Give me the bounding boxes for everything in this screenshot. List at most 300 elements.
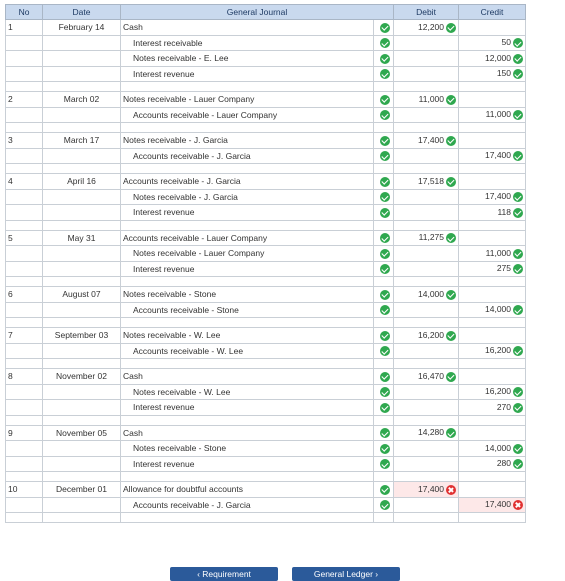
account-cell[interactable] [121,35,374,51]
credit-amount: 14,000 [485,442,512,453]
account-cell[interactable] [121,425,374,441]
account-name: Accounts receivable - Stone [133,304,239,315]
entry-number [6,400,43,416]
check-circle-icon [513,208,523,218]
debit-amount: 17,400 [418,134,445,145]
entry-number: 5 [6,230,43,246]
account-status [374,441,394,457]
journal-row [6,66,526,82]
debit-amount: 16,200 [418,329,445,340]
debit-cell[interactable] [394,189,459,205]
account-name: Accounts receivable - Lauer Company [133,109,278,120]
entry-date[interactable] [43,441,121,457]
account-name: Notes receivable - E. Lee [133,53,229,64]
account-cell[interactable] [121,497,374,513]
entry-number: 6 [6,287,43,303]
check-circle-icon [380,331,390,341]
check-circle-icon [380,459,390,469]
credit-amount: 275 [496,263,512,274]
credit-amount: 280 [496,458,512,469]
check-circle-icon [446,290,456,300]
spacer-row [6,220,526,230]
journal-row [6,441,526,457]
journal-row [6,35,526,51]
journal-row [6,148,526,164]
check-circle-icon [380,387,390,397]
entry-number [6,441,43,457]
account-name: Interest revenue [133,207,195,218]
credit-cell[interactable] [459,51,526,67]
account-name: Interest revenue [133,68,195,79]
journal-row [6,92,526,108]
check-circle-icon [380,444,390,454]
account-cell[interactable] [121,107,374,123]
credit-cell[interactable] [459,261,526,277]
entry-date[interactable]: April 16 [43,174,121,190]
entry-date[interactable]: September 03 [43,328,121,344]
account-cell[interactable] [121,133,374,149]
journal-row [6,287,526,303]
account-cell[interactable] [121,66,374,82]
account-name: Notes receivable - W. Lee [133,386,231,397]
check-circle-icon [380,264,390,274]
debit-cell[interactable] [394,261,459,277]
check-circle-icon [380,192,390,202]
check-circle-icon [380,249,390,259]
account-status [374,174,394,190]
account-cell[interactable] [121,51,374,67]
account-cell[interactable] [121,230,374,246]
entry-date[interactable]: December 01 [43,482,121,498]
entry-date[interactable] [43,497,121,513]
credit-cell[interactable] [459,343,526,359]
account-status [374,384,394,400]
credit-amount: 16,200 [485,345,512,356]
header-general-journal: General Journal [121,5,394,20]
account-name: Allowance for doubtful accounts [123,484,244,495]
account-name: Notes receivable - Lauer Company [133,248,265,259]
check-circle-icon [380,95,390,105]
journal-row [6,369,526,385]
account-name: Interest revenue [133,263,195,274]
journal-row [6,328,526,344]
account-cell[interactable] [121,302,374,318]
account-name: Notes receivable - Stone [133,443,227,454]
spacer-row [6,359,526,369]
credit-cell[interactable] [459,400,526,416]
check-circle-icon [446,428,456,438]
entry-number [6,302,43,318]
account-status [374,66,394,82]
journal-row [6,133,526,149]
credit-cell[interactable] [459,369,526,385]
entry-number: 8 [6,369,43,385]
check-circle-icon [380,23,390,33]
account-name: Interest revenue [133,458,195,469]
credit-cell[interactable] [459,107,526,123]
account-cell[interactable] [121,400,374,416]
check-circle-icon [513,69,523,79]
spacer-row [6,164,526,174]
credit-cell[interactable] [459,441,526,457]
check-circle-icon [513,387,523,397]
requirement-button[interactable]: ‹ Requirement [170,567,278,581]
entry-date[interactable]: February 14 [43,20,121,36]
account-status [374,287,394,303]
check-circle-icon [513,54,523,64]
spacer-row [6,123,526,133]
check-circle-icon [380,428,390,438]
entry-number [6,189,43,205]
account-cell[interactable] [121,20,374,36]
debit-amount: 11,275 [418,232,445,243]
account-name: Notes receivable - W. Lee [123,330,221,341]
credit-amount: 12,000 [485,52,512,63]
debit-cell[interactable] [394,482,459,498]
account-status [374,261,394,277]
account-cell[interactable] [121,456,374,472]
check-circle-icon [513,38,523,48]
journal-row [6,400,526,416]
journal-row [6,205,526,221]
debit-cell[interactable] [394,497,459,513]
account-status [374,456,394,472]
entry-date[interactable] [43,400,121,416]
account-status [374,20,394,36]
account-cell[interactable] [121,343,374,359]
credit-cell[interactable] [459,205,526,221]
check-circle-icon [513,249,523,259]
entry-date[interactable] [43,343,121,359]
account-status [374,148,394,164]
debit-amount: 17,400 [418,483,445,494]
check-circle-icon [513,192,523,202]
journal-row [6,482,526,498]
account-name: Accounts receivable - W. Lee [133,345,244,356]
debit-cell[interactable] [394,66,459,82]
account-cell[interactable] [121,369,374,385]
account-status [374,343,394,359]
entry-number: 2 [6,92,43,108]
debit-cell[interactable] [394,343,459,359]
spacer-row [6,472,526,482]
entry-date[interactable]: March 02 [43,92,121,108]
check-circle-icon [446,23,456,33]
entry-number: 7 [6,328,43,344]
journal-row [6,384,526,400]
entry-number: 3 [6,133,43,149]
account-status [374,133,394,149]
entry-date[interactable]: May 31 [43,230,121,246]
credit-cell[interactable] [459,148,526,164]
check-circle-icon [446,177,456,187]
journal-row [6,189,526,205]
account-cell[interactable] [121,174,374,190]
entry-date[interactable] [43,66,121,82]
check-circle-icon [446,95,456,105]
account-cell[interactable] [121,441,374,457]
entry-number [6,384,43,400]
debit-cell[interactable] [394,174,459,190]
check-circle-icon [513,151,523,161]
account-name: Cash [123,22,143,33]
credit-cell[interactable] [459,384,526,400]
account-cell[interactable] [121,246,374,262]
credit-cell[interactable] [459,328,526,344]
debit-cell[interactable] [394,441,459,457]
check-circle-icon [446,331,456,341]
debit-amount: 14,000 [418,288,445,299]
debit-cell[interactable] [394,384,459,400]
journal-row [6,174,526,190]
debit-cell[interactable] [394,287,459,303]
account-status [374,302,394,318]
entry-date[interactable] [43,51,121,67]
check-circle-icon [380,500,390,510]
check-circle-icon [380,208,390,218]
debit-cell[interactable] [394,328,459,344]
account-status [374,35,394,51]
account-status [374,205,394,221]
account-status [374,51,394,67]
credit-cell[interactable] [459,92,526,108]
entry-number [6,148,43,164]
credit-cell[interactable] [459,20,526,36]
header-credit: Credit [459,5,526,20]
account-name: Interest receivable [133,37,203,48]
credit-cell[interactable] [459,66,526,82]
debit-cell[interactable] [394,369,459,385]
x-circle-icon [446,485,456,495]
check-circle-icon [380,305,390,315]
account-status [374,482,394,498]
account-name: Notes receivable - Lauer Company [123,94,255,105]
credit-amount: 14,000 [485,304,512,315]
entry-date[interactable] [43,107,121,123]
credit-cell[interactable] [459,482,526,498]
account-status [374,369,394,385]
credit-amount: 118 [497,206,512,217]
account-name: Cash [123,371,143,382]
account-name: Notes receivable - J. Garcia [133,191,238,202]
entry-number [6,497,43,513]
journal-row [6,107,526,123]
credit-amount: 17,400 [485,150,512,161]
journal-row [6,425,526,441]
check-circle-icon [380,110,390,120]
entry-date[interactable] [43,189,121,205]
entry-number: 9 [6,425,43,441]
check-circle-icon [446,136,456,146]
account-status [374,230,394,246]
debit-cell[interactable] [394,425,459,441]
check-circle-icon [380,485,390,495]
entry-number [6,35,43,51]
header-debit: Debit [394,5,459,20]
credit-amount: 16,200 [485,386,512,397]
check-circle-icon [380,38,390,48]
entry-date[interactable] [43,148,121,164]
check-circle-icon [513,305,523,315]
check-circle-icon [380,403,390,413]
journal-row [6,302,526,318]
account-name: Accounts receivable - J. Garcia [133,150,251,161]
entry-number [6,107,43,123]
entry-date[interactable] [43,35,121,51]
entry-number: 10 [6,482,43,498]
debit-cell[interactable] [394,35,459,51]
header-date: Date [43,5,121,20]
credit-amount: 11,000 [485,109,512,120]
account-name: Accounts receivable - J. Garcia [123,176,241,187]
check-circle-icon [380,177,390,187]
debit-cell[interactable] [394,205,459,221]
journal-row [6,343,526,359]
debit-amount: 14,280 [418,427,445,438]
check-circle-icon [446,233,456,243]
debit-cell[interactable] [394,246,459,262]
debit-amount: 11,000 [418,93,445,104]
account-cell[interactable] [121,205,374,221]
entry-date[interactable] [43,205,121,221]
account-status [374,328,394,344]
credit-cell[interactable] [459,230,526,246]
account-name: Interest revenue [133,402,195,413]
account-status [374,400,394,416]
debit-cell[interactable] [394,400,459,416]
credit-amount: 11,000 [485,247,512,258]
table-header [6,5,526,20]
journal-row [6,456,526,472]
entry-date[interactable] [43,261,121,277]
check-circle-icon [380,69,390,79]
check-circle-icon [380,233,390,243]
entry-number [6,51,43,67]
account-status [374,246,394,262]
debit-amount: 17,518 [418,175,445,186]
entry-date[interactable]: March 17 [43,133,121,149]
journal-row [6,497,526,513]
general-journal-table [5,4,526,523]
credit-cell[interactable] [459,287,526,303]
debit-cell[interactable] [394,107,459,123]
journal-row [6,246,526,262]
credit-cell[interactable] [459,189,526,205]
account-cell[interactable] [121,148,374,164]
account-name: Accounts receivable - Lauer Company [123,232,268,243]
entry-date[interactable]: November 05 [43,425,121,441]
entry-number: 1 [6,20,43,36]
account-status [374,497,394,513]
check-circle-icon [380,151,390,161]
debit-cell[interactable] [394,456,459,472]
check-circle-icon [380,372,390,382]
entry-date[interactable] [43,302,121,318]
check-circle-icon [513,459,523,469]
journal-row [6,261,526,277]
entry-number [6,343,43,359]
check-circle-icon [513,346,523,356]
account-cell[interactable] [121,328,374,344]
check-circle-icon [380,136,390,146]
journal-row [6,230,526,246]
credit-amount: 17,400 [485,499,512,510]
debit-amount: 16,470 [418,370,445,381]
general-ledger-button[interactable]: General Ledger › [292,567,400,581]
account-name: Notes receivable - Stone [123,289,217,300]
spacer-row [6,318,526,328]
credit-amount: 150 [496,68,512,79]
debit-cell[interactable] [394,51,459,67]
spacer-row [6,513,526,523]
check-circle-icon [513,444,523,454]
debit-cell[interactable] [394,302,459,318]
debit-cell[interactable] [394,20,459,36]
account-cell[interactable] [121,287,374,303]
entry-date[interactable]: November 02 [43,369,121,385]
credit-cell[interactable] [459,302,526,318]
account-status [374,92,394,108]
credit-cell[interactable] [459,246,526,262]
account-cell[interactable] [121,92,374,108]
entry-date[interactable]: August 07 [43,287,121,303]
account-status [374,107,394,123]
credit-cell[interactable] [459,425,526,441]
credit-cell[interactable] [459,174,526,190]
debit-cell[interactable] [394,148,459,164]
spacer-row [6,415,526,425]
journal-row [6,51,526,67]
check-circle-icon [380,290,390,300]
credit-amount: 17,400 [485,191,512,202]
debit-cell[interactable] [394,133,459,149]
account-cell[interactable] [121,261,374,277]
entry-date[interactable] [43,384,121,400]
credit-amount: 270 [496,401,512,412]
debit-cell[interactable] [394,92,459,108]
entry-number [6,261,43,277]
entry-date[interactable] [43,246,121,262]
entry-number [6,205,43,221]
check-circle-icon [513,110,523,120]
account-status [374,425,394,441]
entry-date[interactable] [43,456,121,472]
debit-amount: 12,200 [418,21,445,32]
entry-number [6,246,43,262]
debit-cell[interactable] [394,230,459,246]
check-circle-icon [380,54,390,64]
entry-number [6,66,43,82]
check-circle-icon [513,264,523,274]
check-circle-icon [513,403,523,413]
credit-cell[interactable] [459,497,526,513]
account-cell[interactable] [121,189,374,205]
entry-number [6,456,43,472]
check-circle-icon [380,346,390,356]
credit-cell[interactable] [459,35,526,51]
header-no: No [6,5,43,20]
account-status [374,189,394,205]
account-cell[interactable] [121,384,374,400]
credit-amount: 50 [501,37,512,48]
entry-number: 4 [6,174,43,190]
credit-cell[interactable] [459,456,526,472]
account-cell[interactable] [121,482,374,498]
spacer-row [6,82,526,92]
account-name: Accounts receivable - J. Garcia [133,499,251,510]
credit-cell[interactable] [459,133,526,149]
spacer-row [6,277,526,287]
